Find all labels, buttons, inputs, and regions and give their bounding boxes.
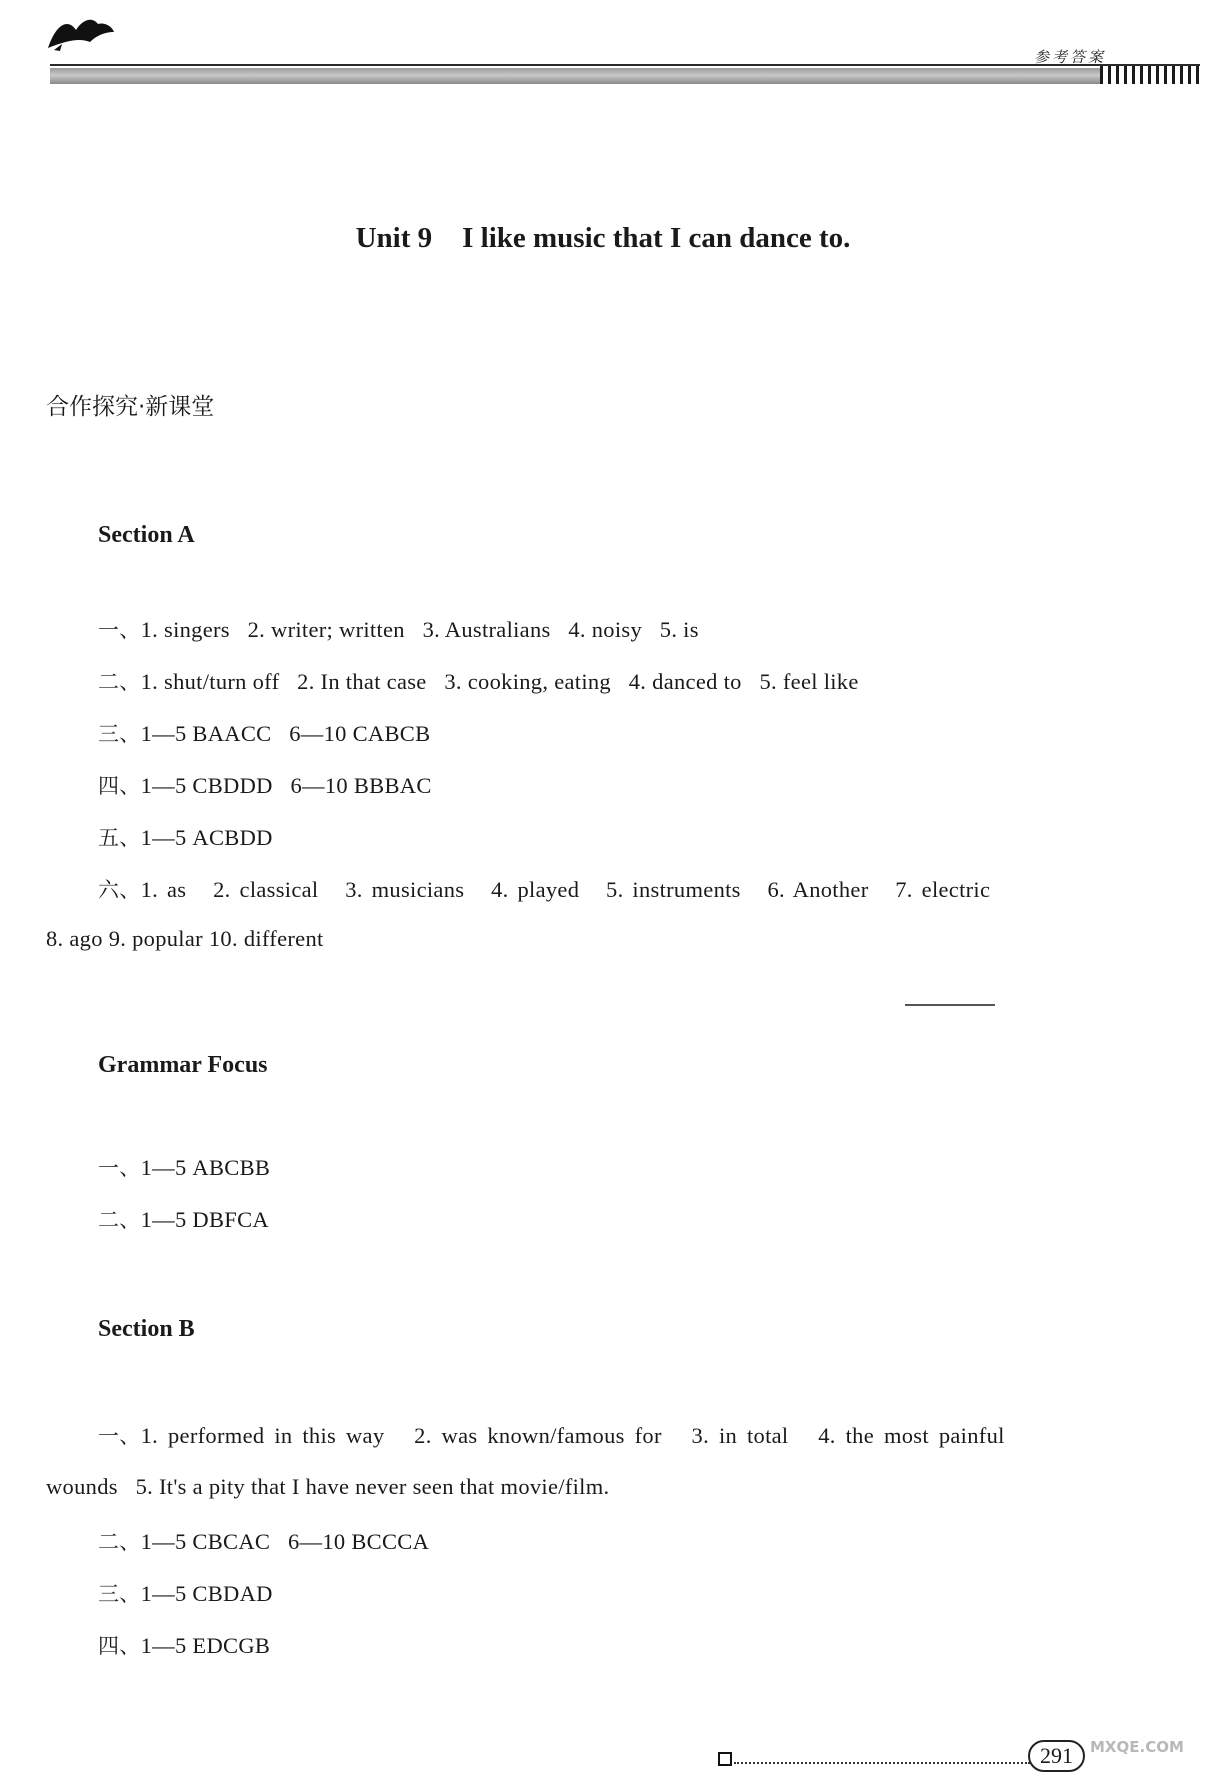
answer-line-wrap: 8. ago 9. popular 10. different bbox=[46, 926, 324, 951]
unit-title: I like music that I can dance to. bbox=[462, 222, 851, 254]
answer-line: 六、1. as 2. classical 3. musicians 4. played 5. instruments 6. Another 7. electric bbox=[98, 877, 991, 902]
page-number: 291 bbox=[1028, 1740, 1085, 1772]
answer-line: 二、1. shut/turn off 2. In that case 3. cooking, eating 4. danced to 5. feel like bbox=[98, 669, 859, 694]
answer-line: 三、1—5 BAACC 6—10 CABCB bbox=[98, 721, 431, 746]
section-cn-heading: 合作探究·新课堂 bbox=[46, 394, 215, 420]
header-bar bbox=[50, 68, 1100, 84]
answer-line-wrap: wounds 5. It's a pity that I have never seen that movie/film. bbox=[46, 1474, 610, 1499]
answer-line: 四、1—5 CBDDD 6—10 BBBAC bbox=[98, 773, 432, 798]
section-b-heading: Section B bbox=[98, 1316, 195, 1342]
page-title bbox=[0, 222, 1206, 255]
divider bbox=[905, 1004, 995, 1006]
answer-line: 二、1—5 DBFCA bbox=[98, 1207, 269, 1232]
answer-line: 五、1—5 ACBDD bbox=[98, 825, 273, 850]
answer-line: 三、1—5 CBDAD bbox=[98, 1581, 273, 1606]
header-rule bbox=[50, 64, 1200, 66]
answer-line: 四、1—5 EDCGB bbox=[98, 1633, 271, 1658]
unit-number: Unit 9 bbox=[355, 222, 433, 254]
header-label: 参考答案 bbox=[1033, 50, 1106, 66]
answer-line: 二、1—5 CBCAC 6—10 BCCCA bbox=[98, 1529, 430, 1554]
footer-box-icon bbox=[718, 1752, 732, 1766]
answer-line: 一、1. singers 2. writer; written 3. Australians 4. noisy 5. is bbox=[98, 617, 699, 642]
footer-leader bbox=[734, 1762, 1030, 1764]
grammar-focus-heading: Grammar Focus bbox=[98, 1052, 268, 1078]
answer-line: 一、1. performed in this way 2. was known/famous for 3. in total 4. the most painful bbox=[98, 1423, 1005, 1448]
watermark: MXQE.COM bbox=[1090, 1738, 1184, 1756]
bird-logo-icon bbox=[46, 14, 116, 54]
header-ticks bbox=[1100, 66, 1200, 84]
section-a-heading: Section A bbox=[98, 522, 195, 548]
answer-line: 一、1—5 ABCBB bbox=[98, 1155, 271, 1180]
